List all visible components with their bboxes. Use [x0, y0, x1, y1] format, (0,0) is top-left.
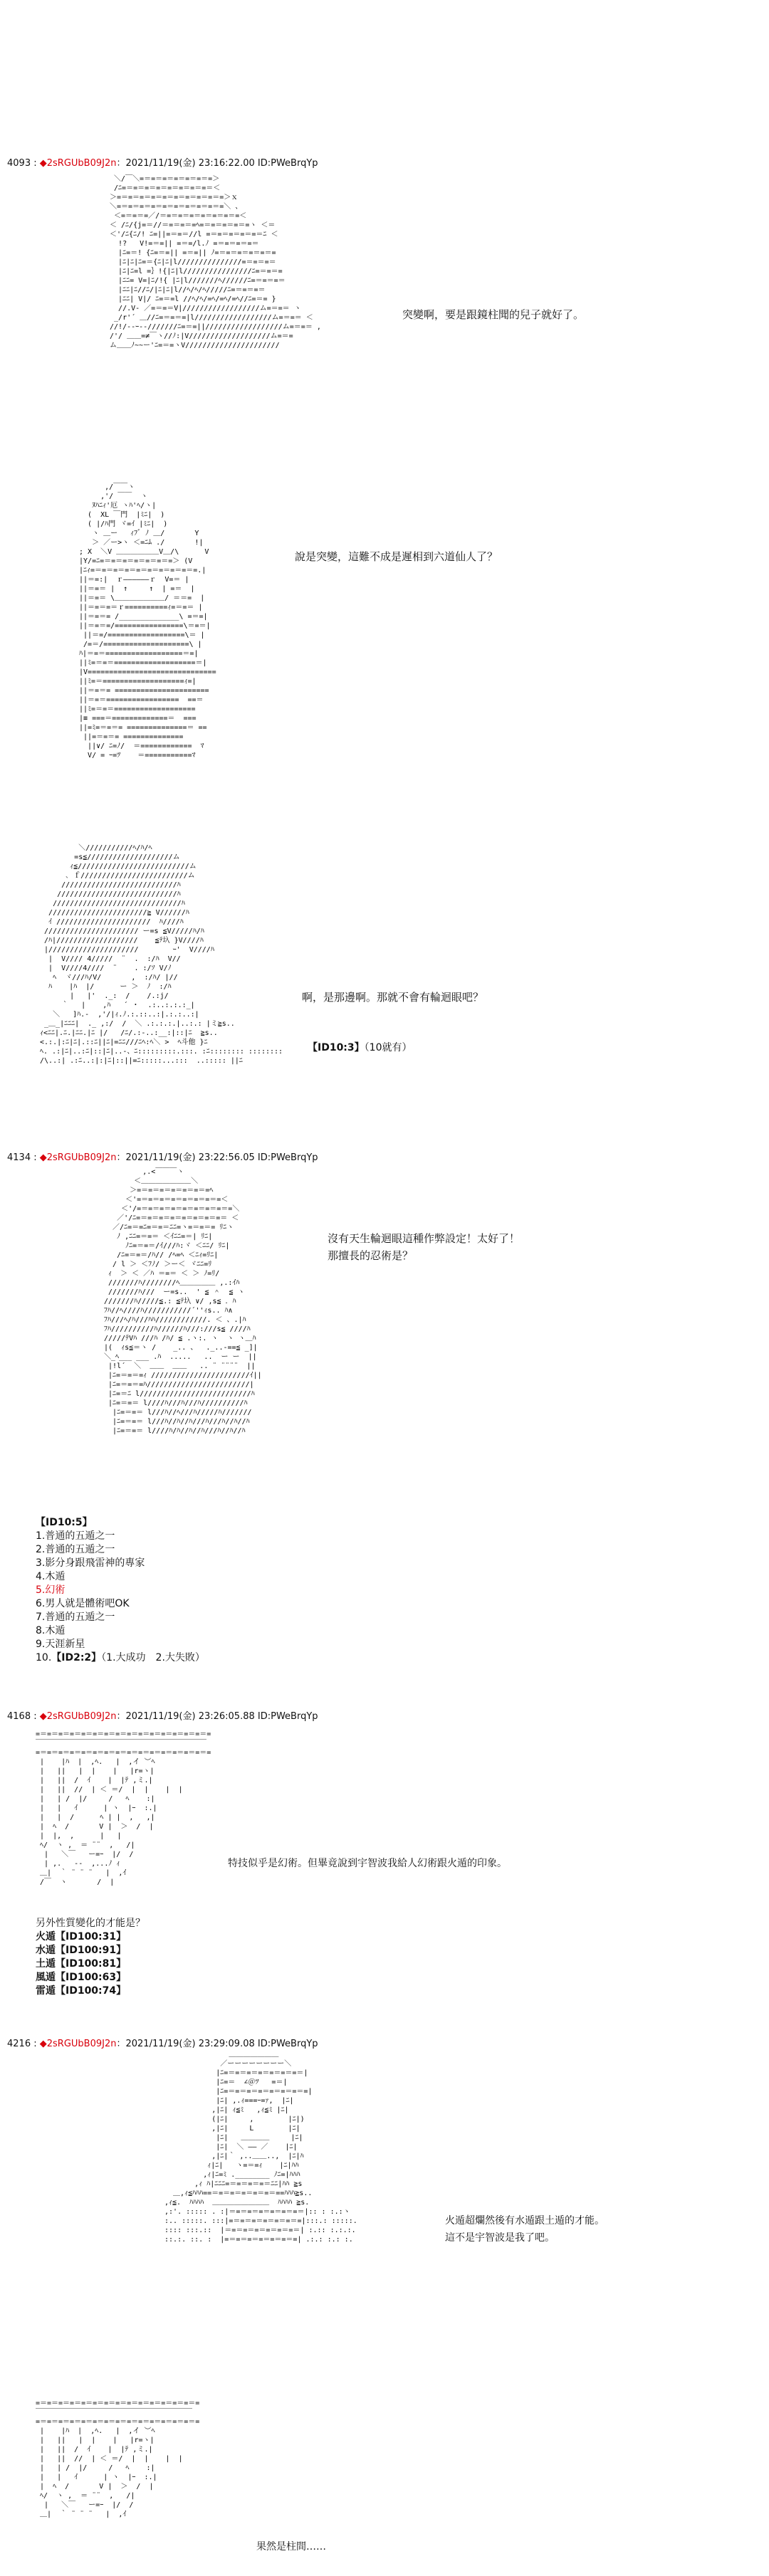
post-number: 4093 [7, 158, 31, 169]
post-header: 4216 : ◆2sRGUbB09J2n：2021/11/19(金) 23:29:09.08 ID:PWeBrqYp [7, 2039, 318, 2049]
dice-roll: 【ID10:3】 [308, 1042, 365, 1053]
stat-row: 火遁【ID100:31】 [36, 1931, 127, 1942]
dice-note: （1.大成功 2.大失敗） [101, 1652, 205, 1663]
post-meta: ：2021/11/19(金) 23:16:22.00 ID:PWeBrqYp [116, 158, 318, 169]
post-header: 4168 : ◆2sRGUbB09J2n：2021/11/19(金) 23:26:05.88 ID:PWeBrqYp [7, 1711, 318, 1722]
post-number: 4168 [7, 1711, 31, 1722]
list-item: 8.木遁 [36, 1625, 66, 1636]
dialogue-block [445, 2212, 605, 2246]
question-text: 另外性質變化的才能是？ [36, 1918, 145, 1929]
trip-code[interactable]: 2sRGUbB09J2n [46, 158, 117, 169]
list-item: 9.天涯新星 [36, 1639, 85, 1650]
post-header: 4093 : ◆2sRGUbB09J2n：2021/11/19(金) 23:16:22.00 ID:PWeBrqYp [7, 158, 318, 169]
dialogue-line: 這不是宇智波是我了吧。 [445, 2232, 555, 2244]
dialogue-line: 沒有天生輪迴眼這種作弊設定！太好了！ [328, 1232, 520, 1245]
dice-roll: 【ID2:2】 [51, 1652, 102, 1663]
ascii-art-figure: ,/￣￣ヽ ,'/ ￣￣ ヽ ﾇﾊﾆｨ'厄 ヽﾊ'ﾍ/ヽ| ( XL ￣門 |ﾐﾆ| ) ( |/ﾊ門 ヾ=ｲ |ﾐﾆ| ) ヽ ＿ー ｨﾌﾞ ﾉ ＿/ Y ＞ ／ー>ヽ ＜=ﾆﾑ ./ !| ; X ＼V ＿＿＿＿＿＿V＿/\ V |Y/=ﾆ=＝=＝=＝=＝=＝=＝=＞ (V |ﾆｨ=＝=＝=＝=＝=＝=＝=＝=＝=＝=.| ||＝=:| ｒ――――――ｒ V=＝ | ||＝=＝ | ↑ ↑ | =＝ | ||＝=＝ \＿＿＿＿＿＿＿/ ＝＝= | ||＝=＝=＝ｒ==========ｨ=＝=＝ | ||＝=＝= /______________\ =＝=| ||＝=＝=/================\＝=＝| ||＝=/==================\＝ | /=＝/====================\ | ﾊ|＝=＝==================＝=| ||ﾐ=＝=＝===================＝| |V============================== ||ﾐ=＝===================ｨ=| ||＝=＝= ====================== ||＝=＝================= ==＝ ||ﾐ=＝=＝=================== |≡ ===＝=============＝ === ||=ﾐ=＝=＝= ==============＝ == ||=＝=＝= ============== ||∨/ ﾆ=ﾉ/ ＝============ ﾏ V/ = ｰ=ﾂ ＝===========ﾏ [79, 483, 216, 759]
trip-mark: ◆ [39, 158, 47, 169]
post-meta: ：2021/11/19(金) 23:26:05.88 ID:PWeBrqYp [116, 1711, 318, 1722]
dialogue-line: 突變啊，要是跟鏡柱聞的兒子就好了。 [402, 308, 585, 321]
post-meta: ：2021/11/19(金) 23:22:56.05 ID:PWeBrqYp [116, 1152, 318, 1163]
dice-note: （10就有） [364, 1042, 412, 1053]
trip-code[interactable]: 2sRGUbB09J2n [46, 2039, 117, 2049]
list-item: 6.男人就是體術吧OK [36, 1598, 130, 1609]
ascii-art-figure: =＝=＝=＝=＝=＝=＝=＝=＝=＝=＝=＝=＝=＝=＝= ￣￣￣￣￣￣￣￣￣￣￣￣￣￣￣￣￣￣￣￣￣￣ =＝=＝=＝=＝=＝=＝=＝=＝=＝=＝=＝=＝=＝=＝= | |ﾊ | ,ﾍ. | ,イ ︶ﾍ | || | | | |r=ヽ| | || / ｲ | |ﾃ ,ミ.| | || // | ＜ ＝/ | | | | | | / |/ / ﾍ :| | | ｲ | ヽ |ｰ :.| | ﾍ / V | ＞ / | ﾍ/ ヽ , ＝ ¨¨ , /| | ＼￣ ー=ｰ |/ / ＿| ｀ ¨ ¨ ¨ | ,ｲ [36, 2399, 200, 2518]
list-item: 2.普通的五遁之一 [36, 1544, 115, 1555]
post-meta: ：2021/11/19(金) 23:29:09.08 ID:PWeBrqYp [116, 2039, 318, 2049]
dice-result [308, 1039, 412, 1056]
dialogue-line: 果然是柱間…… [256, 2541, 326, 2553]
ascii-art-figure: ＼///////////ﾍ/ﾊ/ﾍ =s≦////////////////////ム ｨ≦//////////////////////////ム ､ ｆ/////////////////////////ム ///////////////////////////ﾊ ////////////////////////////ﾊ //////////////////////////////ﾊ ///////////////////////≧ V//////ﾊ ｲ ////////////////////// ﾊ////ﾊ ////////////////////// ー=s ≦V/////ﾊ/ﾊ /ﾊ|/////////////////// ≦ﾃ圦 }V////ﾊ |///////////////////// ｰ' V////ﾊ | V//// 4///// ¨ . :/ﾊ V// | V////4//// ¨ . :/ｿ V/ﾉ ﾍ ヾ///ﾊ/V/ , :/ﾊ/ |// ﾊ |ﾊ |/ ー ＞ ﾉ :/ﾊ | |' ._: / /.:j/ ｀ | ,ﾊ ´ ・ .:..:.:.:_| ＼ ]ﾊ.‐ ,'/|ｨ.ﾉ.:.::..:|.:.:..:| _＿_|ﾆﾆﾆ| ._ ,:/ / ＼ .:.:.:.|..:.: |ミ≧s.. ｨ<ﾆﾆ|.ﾆ.|ﾆﾆ.|ﾆ |/ /ﾆ/.:‐..:__:|::|ﾆ ≧s.. <.:.|:ﾆ|ﾆ|.::ﾆ||ﾆ|=ﾆﾆ///ﾆﾍ:ﾍ＼ > ﾍ斗他 }ﾆ ﾍ. .:|ﾆ|..:ﾆ|::|ﾆ|..‐、ﾆ:::::::::.:::. :ﾆ:::::::: :::::::: /\..:| .:ﾆ..:|:|ﾆ|::||=ﾆ:::::...::: ..::::: ||ﾆ [40, 844, 283, 1065]
stat-row: 水遁【ID100:91】 [36, 1945, 127, 1956]
stat-row: 土遁【ID100:81】 [36, 1958, 127, 1970]
post-number: 4216 [7, 2039, 31, 2049]
trip-mark: ◆ [39, 1711, 47, 1722]
dialogue-line: 啊，是那邊啊。那就不會有輪迴眼吧？ [302, 991, 484, 1004]
dialogue-line: 那擅長的忍術是？ [328, 1249, 414, 1262]
dice-list [36, 1516, 205, 1665]
ascii-art-figure: ＿＿＿＿＿＿＿ ／ーーーーーーーー＼ |ﾆ=＝=＝=＝=＝=＝=＝=＝| |ﾆ=＝ ∠＠ﾂ =＝| |ﾆ=＝=＝=＝=＝=＝=＝=＝=| |ﾆ| ,.ｨ===ｰ=ｧ, |ﾆ| ,|ﾆ| ｨ≦ﾐ ,ｨ≦ﾐ |ﾆ| (|ﾆ| , |ﾆ|) ,|ﾆ| L |ﾆ| |ﾆ| ＿＿＿＿ |ﾆ| |ﾆ| ＼ ―― ／ |ﾆ| ,|ﾆ|｀ ,..＿＿.., |ﾆ|ﾊ ｨ|ﾆ| ヽ=＝=ｨ |ﾆ|ﾊﾊ ,ｨ|ﾆ=ﾐ .________ ﾉﾆ=|ﾊﾊﾊ ,ｨ ﾊ|ﾆﾆﾆ=＝=＝=＝=＝ﾆﾆ|ﾊﾊ ≧s ＿,ｨ≦ﾊﾊﾊ==＝=＝=＝=＝=＝=＝==ﾊﾊﾊ≧s.. ,ｨ≦. ﾊﾊﾊﾊ ＿＿＿＿＿＿＿＿ ﾊﾊﾊﾊ ≧s. ,:'. ::::: . :|＝=＝=＝=＝=＝=＝=＝|:: : :.:ヽ :.. :::::. :::|=＝=＝=＝=＝=＝=＝=|:::.: :::::. :::: :::.:: |＝=＝=＝=＝=＝=＝=＝| :.:: :.:.:. ::.:. ::. : |=＝=＝=＝=＝=＝=＝=| .:.: :.: :. [164, 2051, 357, 2244]
dice-list-title: 【ID10:5】 [36, 1517, 93, 1528]
trip-mark: ◆ [39, 2039, 47, 2049]
trip-mark: ◆ [39, 1152, 47, 1163]
list-item: 3.影分身跟飛雷神的專家 [36, 1557, 145, 1569]
stat-row: 雷遁【ID100:74】 [36, 1985, 127, 1997]
stat-row: 風遁【ID100:63】 [36, 1972, 127, 1983]
dialogue-line: 說是突變，這難不成是遲相到六道仙人了？ [295, 550, 498, 563]
trip-code[interactable]: 2sRGUbB09J2n [46, 1711, 117, 1722]
ascii-art-figure: =＝=＝=＝=＝=＝=＝=＝=＝=＝=＝=＝=＝=＝=＝=＝= ￣￣￣￣￣￣￣￣￣￣￣￣￣￣￣￣￣￣￣￣￣￣￣￣ =＝=＝=＝=＝=＝=＝=＝=＝=＝=＝=＝=＝=＝=＝=＝= | |ﾊ | ,ﾍ. | ,イ ︶ﾍ | || | | | |r=ヽ| | || / ｲ | |ﾃ ,ミ.| | || // | ＜ ＝/ | | | | | | / |/ / ﾍ :| | | ｲ | ヽ |ｰ :.| | | / ﾍ | | , ,| | ﾍ / V | ＞ / | | |, , | | ﾍ/ ヽ , ＝ ¨¨ , /| | ＼￣ ー=ｰ |/ / | ,. -- ,...ﾉ ｨ ＿| ｀ ¨ ¨ ¨ | ,ｲ /￣ ヽ / | [36, 1730, 211, 1886]
ascii-art-figure: ＼/￣＼=＝=＝=＝=＝=＝=＝=＞ /ﾆ=＝=＝=＝=＝=＝=＝=＝=＝＜ ＞=＝=＝=＝=＝=＝=＝=＝=＝=＝=＞ｘ ＼=＝=＝=＝=＝=＝=＝=＝=＝=＝=＼ 、 ＜=＝=＝=／/＝=＝=＝=＝=＝=＝=＝=＜ ＜ /ﾆ/{j=＝//＝=＝=＝=ﾍ=＝=＝=＝=＝=ヽ ＜＝ ＜'/ﾆ{ﾆ/! ﾆ=||=＝=＝//l =＝=＝=＝=＝=＝ﾆ ＜ !? V!=＝=|| =＝=/l.ﾉ =＝=＝=＝=＝ |ﾆ=＝! {ﾆ=＝=|| =＝=|| ﾉ=＝=＝=＝=＝=＝= |ﾆ|ﾆ|ﾆ=＝{ﾆ|ﾆ|l///////////////=＝=＝=＝ |ﾆ|ﾆ=l =｝!{|ﾆ|l////////////////ﾆ=＝=＝= |ﾆﾆ= V=|ﾆ/!{ |ﾆ|l///////ﾍ//////ﾆ=＝=＝=＝ |ﾆﾆ|ﾆ//ﾆ/|ﾆ|ﾆ|l//ﾍ/ﾍ/ﾍ/////ﾆ=＝=＝=＝ |ﾆﾆ| V|/ ﾆ=＝=l //ﾍ/ﾍ/=ﾍ/=ﾍ/=ﾍ//ﾆ=＝= } //.V- ／=＝=＝V|//////////////////ム=＝=＝ ヽ _/r'´ ＿//ﾆ=＝=＝=|l//////////////////ム=＝=＝ ＜ //!/--ｰ--///////ﾆ=＝=||//////////////////ム=＝=＝ , /'/ ＿＿=≠￣ヽ//ﾉ:|V///////////////////ム=＝= ム＿＿ﾉ~~ー'ﾆ=＝=ヽV////////////////////// [110, 175, 321, 349]
dialogue-line: 火遁超爛然後有水遁跟土遁的才能。 [445, 2215, 605, 2227]
list-item: 10. [36, 1652, 52, 1663]
list-item-selected: 5.幻術 [36, 1584, 66, 1596]
ascii-art-figure: ,.<￣￣￣ヽ ＜＿＿＿＿＿＿＿＼ ＞=＝=＝=＝=＝=＝=＝=ﾍ ＜'=＝=＝=＝=＝=＝=＝=＝=＜ ＜'/=＝=＝=＝=＝=＝=＝=＝=＝=＼ ／'/ﾆ=＝=＝=＝=＝=＝=＝=＝=＝ ＜ ／/ﾆ=＝=ﾆ=＝=＝ﾆﾆ=ヽ=＝=＝= ﾘﾆヽ ﾉ ,ﾆﾆ=＝=＝ ＜ｲﾆﾆ=＝| ﾘﾆ| ﾉﾆ=＝=＝/ｲ///ﾊ:ヾ ＜ﾆﾆ/ ﾘﾆ| /ﾆ=＝=＝/ﾊ// /ﾍ=ﾍ ＜ﾆｨ=ﾘﾆ| / l ＞ ＜ﾌﾉ/ ＞ー＜ ヾﾆﾆ=ﾘ ｨ ＞ ＜ ／ﾊ ＝=＝ ＜ ＞ ﾉ=ﾘ/ ///////ﾊ////////ﾍ＿＿＿＿＿ ,.:ｲﾊ ///////ﾊ/// ー=s.. ' ≦ ＾ ≦ ヽ ///////ﾊ/////≦.: ≦ﾃ圦 ∨/ ,s≦ ．ﾊ ﾌﾊ//ﾍ////ﾊ///////////´''ｨs.. ﾊ∧ ﾌﾊ///ﾍ/ﾊ///ﾊﾊ////////////. ＜ 、.|ﾊ ﾌﾊ//////////ﾊ//////ﾊ///:///s≦ ////ﾊ /////ﾃVﾊ ///ﾊ /ﾊ/ ≦ .ヽ:. ヽ ヽ ヽ＿ﾊ |( ｨs≦＝ヽ / _.. 、 ._..-==≦ _]| ＼_ﾍ___ ___ .ﾊ ..... .. ー ー || |!l´ ＼ ＿＿ ＿＿ .. ¨ ¨¨¨¨ || |ﾆ=＝=＝=ｨ ///////////////////////ｲ|| |ﾆ=＝=＝=ﾊ////////////////////////| |ﾆ=＝ﾆ l//////////////////////////ﾊ |ﾆ=＝=＝ l////ﾊ///ﾊ///ﾊ//////////ﾊ |ﾆ=＝=＝ l///ﾊ//ﾍ///ﾊ/////ﾊ/////// |ﾆ=＝=＝ l///ﾊ//ﾊ//ﾊ///ﾊ///ﾊ//ﾊ//ﾊ |ﾆ=＝=＝ l////ﾊ/ﾊ//ﾊ//ﾊ///ﾊ//ﾊ//ﾊ [104, 1168, 262, 1435]
list-item: 1.普通的五遁之一 [36, 1530, 115, 1542]
element-affinity [36, 1917, 145, 1998]
list-item: 7.普通的五遁之一 [36, 1612, 115, 1623]
post-number: 4134 [7, 1152, 31, 1163]
dialogue-block [328, 1230, 520, 1264]
dialogue-line: 特技似乎是幻術。但畢竟說到宇智波我給人幻術跟火遁的印象。 [228, 1858, 507, 1869]
trip-code[interactable]: 2sRGUbB09J2n [46, 1152, 117, 1163]
post-header: 4134 : ◆2sRGUbB09J2n：2021/11/19(金) 23:22:56.05 ID:PWeBrqYp [7, 1152, 318, 1163]
list-item: 4.木遁 [36, 1571, 66, 1582]
